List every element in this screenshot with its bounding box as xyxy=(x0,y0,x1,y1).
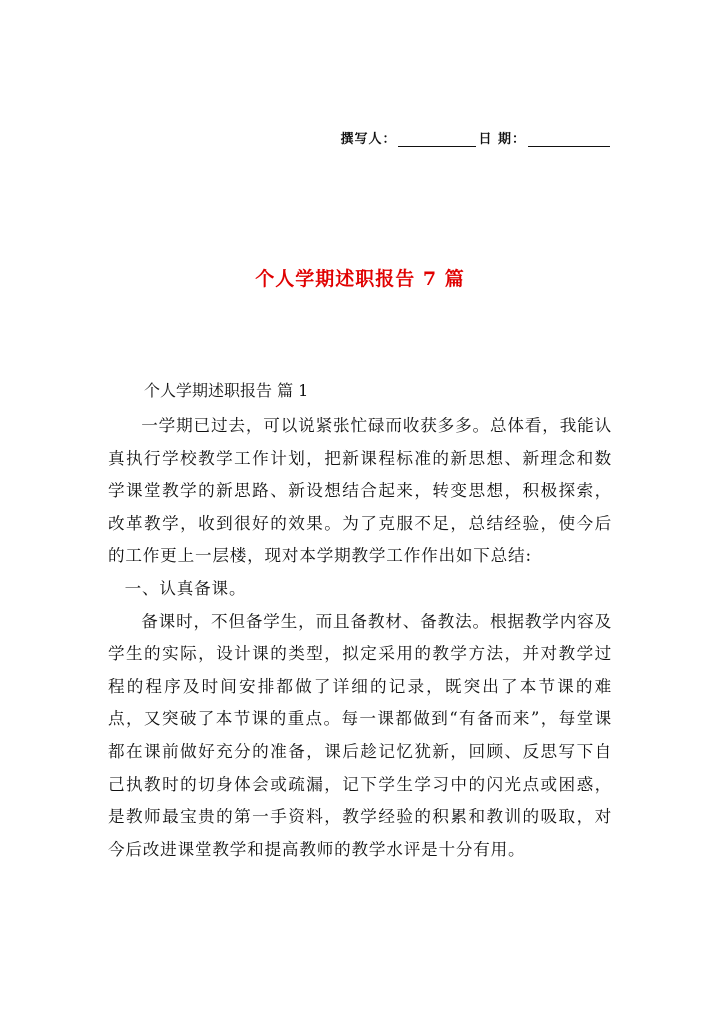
paragraph-lesson-prep: 备课时，不但备学生，而且备教材、备教法。根据教学内容及学生的实际，设计课的类型，拟定采用的教学方法，并对教学过程的程序及时间安排都做了详细的记录，既突出了本节课的难点，又突破了本节课的重点。每一课都做到“有备而来”，每堂课都在课前做好充分的准备，课后趁记忆犹新，回顾、反思写下自己执教时的切身体会或疏漏，记下学生学习中的闪光点或困惑，是教师最宝贵的第一手资料，教学经验的积累和教训的吸取，对今后改进课堂教学和提高教师的教学水评是十分有用。 xyxy=(108,611,612,859)
paragraph-intro: 一学期已过去，可以说紧张忙碌而收获多多。总体看，我能认真执行学校教学工作计划，把新课程标准的新思想、新理念和数学课堂教学的新思路、新设想结合起来，转变思想，积极探索，改革教学，收到很好的效果。为了克服不足，总结经验，使今后的工作更上一层楼，现对本学期教学工作作出如下总结: xyxy=(108,416,612,566)
section-title: 个人学期述职报告 篇 1 xyxy=(144,381,309,400)
document-title: 个人学期述职报告 7 篇 xyxy=(255,268,465,290)
paragraph-heading: 一、认真备课。 xyxy=(124,578,247,598)
author-blank-field[interactable] xyxy=(398,132,476,147)
document-body xyxy=(108,410,612,866)
date-blank-field[interactable] xyxy=(528,132,610,147)
date-label: 日 期： xyxy=(478,132,526,147)
author-date-line xyxy=(340,128,612,147)
author-label: 撰写人： xyxy=(340,132,397,147)
